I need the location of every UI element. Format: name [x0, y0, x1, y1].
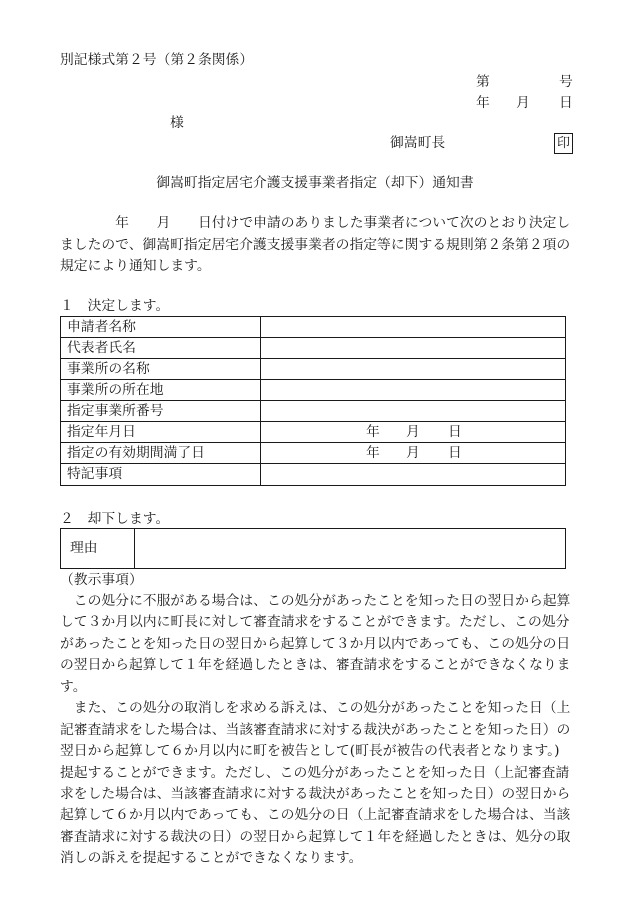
date-day: 日 — [559, 95, 573, 111]
seal-mark: 印 — [554, 133, 573, 154]
row-value — [261, 401, 565, 421]
notice-line: 提起することができます。ただし、この処分があったことを知った日（上記審査請 — [60, 764, 570, 781]
row-label: 代表者氏名 — [61, 338, 261, 358]
notice-line: 記審査請求をした場合は、当該審査請求に対する裁決があったことを知った日）の — [60, 721, 571, 738]
table-row — [61, 338, 565, 359]
row-value — [261, 359, 565, 379]
row-value — [261, 464, 565, 486]
row-value — [261, 338, 565, 358]
row-value — [261, 443, 565, 463]
intro-line: ましたので、御嵩町指定居宅介護支援事業者の指定等に関する規則第２条第２項の — [60, 236, 571, 253]
notice-line: 起算して６か月以内であっても、この処分の日（上記審査請求をした場合は、当該 — [60, 807, 571, 824]
row-label: 指定の有効期間満了日 — [61, 443, 261, 463]
rejection-table — [60, 528, 566, 569]
row-label: 指定事業所番号 — [61, 401, 261, 421]
row-value — [261, 422, 565, 442]
notice-line: 求をした場合は、当該審査請求に対する裁決があったことを知った日）の翌日から — [60, 785, 571, 802]
notice-line: があったことを知った日の翌日から起算して３か月以内であっても、この処分の日 — [60, 635, 571, 652]
notice-line: 審査請求に対する裁決の日）の翌日から起算して１年を経過したときは、処分の取 — [60, 828, 571, 845]
row-label: 指定年月日 — [61, 422, 261, 442]
doc-number-suffix: 号 — [559, 74, 573, 90]
notice-line: す。 — [60, 678, 87, 695]
table-row — [61, 464, 565, 486]
intro-paragraph — [60, 213, 580, 278]
section2-heading: ２ 却下します。 — [60, 511, 170, 527]
date-part-year: 年 — [366, 445, 380, 461]
form-number: 別記様式第２号（第２条関係） — [60, 52, 254, 68]
notice-line: して３か月以内に町長に対して審査請求をすることができます。ただし、この処分 — [60, 614, 570, 631]
date-part-day: 日 — [448, 445, 462, 461]
issuer-name: 御嵩町長 — [390, 135, 446, 151]
document-title: 御嵩町指定居宅介護支援事業者指定（却下）通知書 — [156, 175, 474, 191]
notice-line: 翌日から起算して６か月以内に町を被告として(町長が被告の代表者となります。) — [60, 743, 560, 760]
row-value — [261, 380, 565, 400]
date-part-year: 年 — [366, 424, 380, 440]
date-part-month: 月 — [406, 424, 420, 440]
row-label: 申請者名称 — [61, 317, 261, 337]
row-value — [261, 317, 565, 337]
date-year: 年 — [476, 95, 490, 111]
table-row — [61, 422, 565, 443]
date-part-month: 月 — [406, 445, 420, 461]
notice-paragraph — [60, 591, 580, 870]
notice-heading: （教示事項） — [60, 572, 143, 588]
intro-line: 年 月 日付けで申請のありました事業者について次のとおり決定し — [60, 215, 571, 231]
table-row — [61, 443, 565, 464]
table-row — [61, 317, 565, 338]
table-row — [61, 359, 565, 380]
decision-table — [60, 316, 566, 486]
date-part-day: 日 — [448, 424, 462, 440]
row-label: 事業所の名称 — [61, 359, 261, 379]
notice-line: 消しの訴えを提起することができなくなります。 — [60, 850, 363, 867]
intro-line: 規定により通知します。 — [60, 258, 211, 274]
notice-line: この処分に不服がある場合は、この処分があったことを知った日の翌日から起算 — [60, 593, 571, 609]
addressee-suffix: 様 — [170, 115, 184, 131]
date-month: 月 — [516, 95, 530, 111]
notice-line: の翌日から起算して１年を経過したときは、審査請求をすることができなくなりま — [60, 657, 571, 674]
table-row — [61, 401, 565, 422]
section1-heading: １ 決定します。 — [60, 298, 170, 314]
doc-number-prefix: 第 — [476, 74, 490, 90]
row-label: 特記事項 — [61, 464, 261, 486]
notice-line: また、この処分の取消しを求める訴えは、この処分があったことを知った日（上 — [60, 700, 571, 717]
reason-label: 理由 — [61, 529, 135, 568]
row-label: 事業所の所在地 — [61, 380, 261, 400]
table-row — [61, 380, 565, 401]
reason-value — [135, 529, 565, 568]
